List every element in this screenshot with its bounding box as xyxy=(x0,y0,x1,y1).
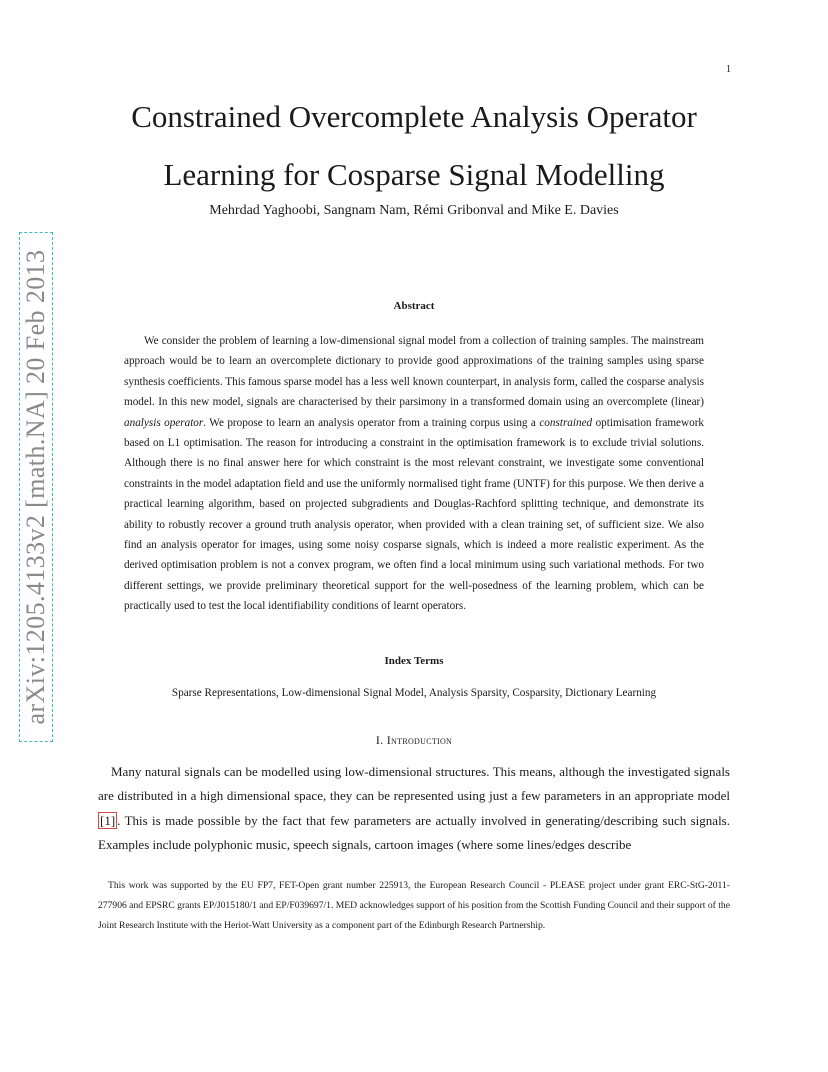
intro-text-part-1: Many natural signals can be modelled using low-dimensional structures. This means, although the investigated signals are distributed in a high dimensional space, they can be represented using just a few parameters in an appropriate model xyxy=(98,764,730,804)
abstract-heading: Abstract xyxy=(393,300,435,312)
abstract-emphasis-constrained: constrained xyxy=(539,416,593,429)
index-terms-heading: Index Terms xyxy=(384,655,444,667)
intro-text-part-2: . This is made possible by the fact that few parameters are actually involved in generating/describing such signals. Examples include polyphonic music, speech signals, cartoon images (where some lines/edges describe xyxy=(98,812,730,853)
section-heading-introduction xyxy=(80,733,748,748)
abstract-text-part-1: We consider the problem of learning a low-dimensional signal model from a collection of training samples. The mainstream approach would be to learn an overcomplete dictionary to provide good approximations of the training samples using sparse synthesis coefficients. This famous sparse model has a less well known counterpart, in analysis form, called the cosparse analysis model. In this new model, signals are characterised by their parsimony in a transformed domain using an overcomplete (linear) xyxy=(124,335,704,409)
abstract-emphasis-analysis-operator: analysis operator xyxy=(124,416,204,429)
citation-link[interactable]: [1] xyxy=(100,812,116,828)
funding-footnote: This work was supported by the EU FP7, FET-Open grant number 225913, the European Research Council - PLEASE project under grant ERC-StG-2011-277906 and EPSRC grants EP/J015180/1 and EP/F039697/1. MED acknowledges support of his position from the Scottish Funding Council and their support of the Joint Research Institute with the Heriot-Watt University as a component part of the Edinburgh Research Partnership. xyxy=(98,880,730,931)
title-line-2: Learning for Cosparse Signal Modelling xyxy=(163,157,665,192)
abstract-text-part-2: . We propose to learn an analysis operator from a training corpus using a xyxy=(203,416,540,429)
introduction-paragraph xyxy=(98,760,730,858)
arxiv-identifier-stamp[interactable]: arXiv:1205.4133v2 [math.NA] 20 Feb 2013 xyxy=(19,232,53,742)
section-title: Introduction xyxy=(386,733,453,747)
abstract-text xyxy=(124,331,704,617)
title-line-1: Constrained Overcomplete Analysis Operator xyxy=(131,99,697,134)
abstract-text-part-3: optimisation framework based on L1 optimisation. The reason for introducing a constraint in the optimisation framework is to exclude trivial solutions. Although there is no final answer here for which constraint is the most relevant constraint, we investigate some conventional constraints in the model adaptation field and use the uniformly normalised tight frame (UNTF) for this purpose. We then derive a practical learning algorithm, based on projected subgradients and Douglas-Rachford splitting technique, and demonstrate its ability to robustly recover a ground truth analysis operator, when provided with a clean training set, of sufficient size. We also find an analysis operator for images, using some noisy cosparse signals, which is indeed a more realistic experiment. As the derived optimisation problem is not a convex program, we often find a local minimum using such variational methods. For two different settings, we provide preliminary theoretical support for the well-posedness of the learning problem, which can be practically used to test the local identifiability conditions of learnt operators. xyxy=(124,416,705,613)
section-number: I. xyxy=(375,733,387,747)
index-terms-list: Sparse Representations, Low-dimensional Signal Model, Analysis Sparsity, Cosparsity, Dictionary Learning xyxy=(171,687,657,699)
page-number: 1 xyxy=(726,64,731,75)
author-list: Mehrdad Yaghoobi, Sangnam Nam, Rémi Gribonval and Mike E. Davies xyxy=(209,203,619,218)
paper-title xyxy=(80,88,748,204)
